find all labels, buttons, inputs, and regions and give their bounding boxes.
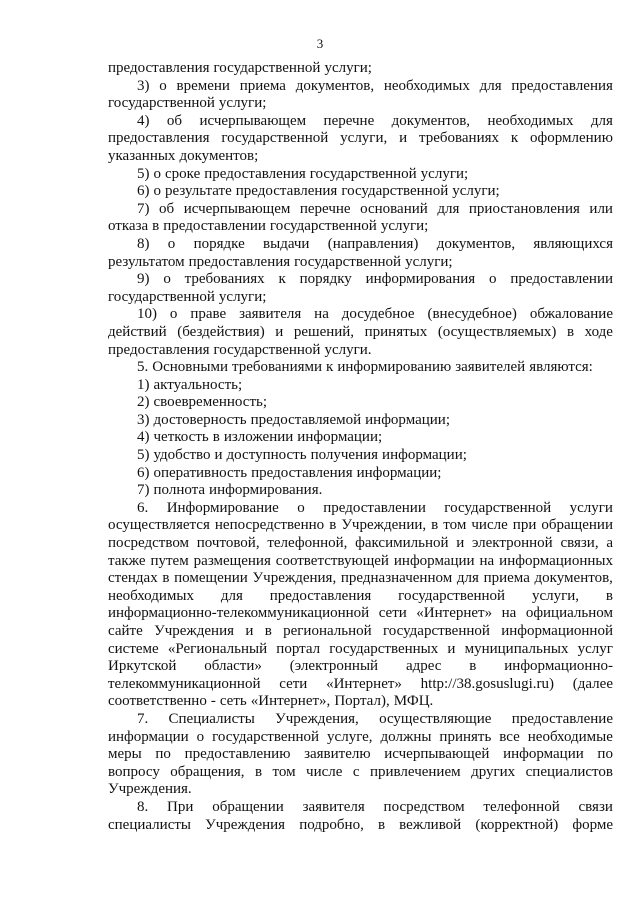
- text-word: исчерпывающем: [199, 112, 307, 129]
- text-line: [108, 482, 613, 500]
- text-word: размещения: [193, 552, 271, 569]
- text-line: [108, 412, 613, 430]
- text-word: и: [399, 130, 408, 147]
- text-word: к: [278, 271, 286, 288]
- text-word: связи: [578, 798, 613, 815]
- text-word: заявителя: [302, 798, 365, 815]
- text-word: предоставлению: [184, 746, 291, 763]
- text-word: приема: [483, 570, 530, 587]
- text-word: необходимых: [383, 77, 470, 94]
- text-word: предоставлении: [510, 271, 613, 288]
- text-word: 5): [137, 447, 150, 464]
- text-word: электронной: [471, 535, 553, 552]
- text-word: Учреждении,: [341, 517, 427, 534]
- text-word: информации;: [365, 411, 450, 428]
- text-word: приостановления: [468, 200, 580, 217]
- text-word: обращении: [541, 517, 613, 534]
- text-word: для: [456, 570, 479, 587]
- text-word: государственной: [341, 183, 449, 200]
- text-line: [108, 658, 613, 676]
- text-word: Портал),: [334, 693, 390, 710]
- text-word: (осуществляемых): [437, 323, 557, 340]
- text-word: к: [326, 359, 334, 376]
- text-word: области»: [204, 658, 262, 675]
- text-word: документов;: [179, 147, 259, 164]
- text-line: [108, 817, 613, 835]
- text-word: в: [254, 763, 263, 780]
- text-word: государственной: [221, 130, 329, 147]
- text-word: непосредственно: [214, 517, 325, 534]
- text-line: [108, 306, 613, 324]
- text-line: [108, 271, 613, 289]
- text-word: порядке: [193, 235, 245, 252]
- text-word: предоставление: [511, 710, 613, 727]
- text-line: [108, 166, 613, 184]
- text-line: [108, 465, 613, 483]
- text-word: услуги,: [340, 130, 388, 147]
- text-word: или: [589, 200, 613, 217]
- text-word: перечне: [323, 112, 375, 129]
- text-word: сайте: [108, 623, 143, 639]
- text-line: [108, 711, 613, 729]
- text-word: государственной: [108, 95, 215, 112]
- text-word: том: [443, 517, 467, 534]
- text-word: телефонной,: [267, 535, 348, 552]
- text-word: государственных: [329, 640, 439, 657]
- text-word: сети: [279, 675, 308, 692]
- text-word: выдачи: [263, 235, 310, 252]
- text-word: «Региональный: [167, 640, 268, 657]
- text-word: Учреждения: [154, 623, 235, 639]
- text-word: государственной: [212, 728, 320, 745]
- text-word: информационной: [501, 623, 613, 639]
- text-word: в: [605, 587, 613, 604]
- text-word: решений,: [293, 323, 355, 340]
- text-word: МФЦ.: [393, 693, 434, 710]
- text-word: государственной: [269, 218, 377, 235]
- text-word: 3): [137, 411, 150, 428]
- text-word: в: [212, 429, 220, 446]
- text-word: указанных: [108, 147, 176, 164]
- text-word: о: [167, 235, 176, 252]
- text-word: достоверность: [153, 411, 247, 428]
- text-word: информирования: [365, 271, 476, 288]
- text-line: [108, 95, 613, 113]
- text-word: по: [155, 746, 171, 763]
- text-word: о: [196, 728, 205, 745]
- text-word: информирования.: [209, 482, 323, 499]
- text-word: 1): [137, 376, 150, 393]
- text-word: в: [567, 323, 575, 340]
- text-line: [108, 324, 613, 342]
- document-body: [108, 60, 613, 834]
- text-word: -: [210, 693, 216, 710]
- text-word: информационно-: [504, 658, 613, 675]
- text-line: [108, 113, 613, 131]
- text-word: к: [510, 130, 519, 147]
- text-word: в: [264, 623, 272, 639]
- text-word: предоставляемой: [250, 411, 362, 428]
- text-word: помещении: [174, 570, 248, 587]
- text-word: услуги;: [452, 183, 500, 200]
- text-word: 6): [137, 464, 150, 481]
- text-word: услуги;: [380, 218, 429, 235]
- text-word: и: [245, 623, 254, 639]
- text-word: по: [597, 746, 613, 763]
- text-word: вежливой: [399, 816, 462, 833]
- text-word: «Интернет»: [416, 605, 493, 622]
- text-word: муниципальных: [464, 640, 569, 657]
- text-word: http://38.gosuslugi.ru): [420, 675, 555, 692]
- text-word: в: [329, 517, 337, 534]
- text-word: для: [479, 77, 502, 94]
- text-word: исчерпывающем: [183, 200, 291, 217]
- text-word: государственной: [213, 341, 321, 358]
- text-word: других: [471, 763, 516, 780]
- text-line: [108, 236, 613, 254]
- text-word: праве: [190, 306, 227, 323]
- text-word: на: [501, 605, 517, 622]
- text-word: 8.: [137, 798, 149, 815]
- text-word: 7): [137, 482, 150, 499]
- text-word: 9): [137, 271, 150, 288]
- text-word: принятых: [364, 323, 428, 340]
- text-word: специалистов: [525, 763, 613, 780]
- text-word: государственной: [383, 623, 490, 639]
- text-word: 4): [137, 429, 150, 446]
- text-word: соответствующей: [275, 552, 389, 569]
- text-line: [108, 535, 613, 553]
- text-word: для: [590, 112, 613, 129]
- text-word: услуги;: [218, 95, 267, 112]
- text-word: должны: [380, 728, 432, 745]
- text-word: а: [606, 535, 613, 552]
- text-word: услуги,: [531, 587, 580, 604]
- text-word: телефонной: [483, 798, 560, 815]
- text-word: числе: [471, 517, 508, 534]
- text-word: результате: [165, 183, 232, 200]
- text-word: посредством: [108, 535, 190, 552]
- text-word: почтовой,: [196, 535, 260, 552]
- text-word: подробно,: [299, 816, 364, 833]
- text-word: предоставления: [251, 464, 353, 481]
- text-word: адрес: [405, 658, 442, 675]
- text-word: обжалование: [529, 306, 613, 323]
- text-word: государственной: [294, 253, 402, 270]
- text-line: [108, 78, 613, 96]
- text-line: [108, 641, 613, 659]
- text-word: (далее: [572, 675, 613, 692]
- text-line: [108, 729, 613, 747]
- text-word: 7): [137, 200, 150, 217]
- text-word: (электронный: [289, 658, 379, 675]
- text-word: государственной: [398, 587, 506, 604]
- text-word: предоставления: [204, 165, 306, 182]
- text-word: обращения,: [170, 763, 245, 780]
- text-line: [108, 781, 613, 799]
- text-word: и: [275, 323, 284, 340]
- text-word: (внесудебное): [427, 306, 517, 323]
- text-word: заявителей: [455, 359, 526, 376]
- text-word: результатом: [108, 253, 185, 270]
- text-word: информации: [108, 728, 189, 745]
- text-word: сроке: [165, 165, 201, 182]
- text-word: в: [469, 658, 477, 675]
- text-word: оформлению: [530, 130, 613, 147]
- text-word: осуществляется: [108, 517, 210, 534]
- text-word: 6): [137, 183, 150, 200]
- text-word: информации;: [382, 447, 467, 464]
- text-word: форме: [572, 816, 613, 833]
- text-word: приема: [239, 77, 286, 94]
- text-word: о: [153, 183, 161, 200]
- text-word: услуги.: [324, 341, 372, 358]
- text-word: информации;: [356, 464, 442, 481]
- text-word: получения: [310, 447, 379, 464]
- text-word: предоставления: [269, 587, 372, 604]
- text-word: (бездействия): [177, 323, 265, 340]
- text-line: [108, 377, 613, 395]
- text-word: 7.: [137, 710, 149, 727]
- text-line: [108, 254, 613, 272]
- text-word: о: [159, 77, 167, 94]
- text-word: о: [153, 165, 161, 182]
- text-line: [108, 429, 613, 447]
- text-word: полнота: [153, 482, 206, 499]
- text-word: официальном: [525, 605, 613, 622]
- text-word: меры: [108, 746, 142, 763]
- text-word: 10): [137, 306, 157, 323]
- text-word: 6.: [137, 499, 149, 516]
- text-word: государственной: [108, 288, 215, 305]
- text-word: услуги;: [324, 60, 372, 76]
- text-line: [108, 394, 613, 412]
- text-word: в: [431, 517, 439, 534]
- text-word: 5): [137, 165, 150, 182]
- text-word: системе: [108, 640, 159, 657]
- text-word: изложении: [223, 429, 294, 446]
- text-word: необходимые: [527, 728, 613, 745]
- text-word: действий: [108, 323, 167, 340]
- text-word: информации: [503, 746, 584, 763]
- text-word: посредством: [383, 798, 465, 815]
- text-word: связи,: [560, 535, 599, 552]
- text-word: предназначенном: [340, 570, 453, 587]
- text-word: сети: [378, 605, 407, 622]
- text-word: при: [512, 517, 537, 534]
- text-word: перечне: [299, 200, 351, 217]
- text-word: обращении: [212, 798, 284, 815]
- text-word: Учреждения.: [108, 781, 192, 798]
- text-word: и: [456, 535, 465, 552]
- text-word: услуг: [577, 640, 613, 657]
- text-line: [108, 218, 613, 236]
- text-word: привлечением: [369, 763, 461, 780]
- text-word: об: [166, 112, 183, 129]
- text-word: отказа: [108, 218, 149, 235]
- text-word: том: [272, 763, 296, 780]
- text-word: документов,: [436, 235, 516, 252]
- text-word: исчерпывающей: [384, 746, 490, 763]
- text-word: о: [169, 306, 178, 323]
- text-word: услуги: [569, 499, 613, 516]
- text-word: о: [297, 499, 305, 516]
- text-word: сеть: [219, 693, 247, 710]
- text-line: [108, 148, 613, 166]
- text-word: государственной: [309, 165, 417, 182]
- text-line: [108, 676, 613, 694]
- text-word: оснований: [360, 200, 428, 217]
- text-word: заявителя: [239, 306, 302, 323]
- text-word: предоставления: [108, 130, 210, 147]
- text-word: являющихся: [533, 235, 613, 252]
- text-line: [108, 570, 613, 588]
- text-word: информации: [393, 552, 475, 569]
- text-word: 8): [137, 235, 150, 252]
- text-word: в: [152, 218, 160, 235]
- text-word: информационно-телекоммуникационной: [108, 605, 370, 622]
- text-word: порядку: [299, 271, 352, 288]
- text-word: удобство: [153, 447, 211, 464]
- text-word: При: [167, 798, 194, 815]
- text-line: [108, 553, 613, 571]
- text-word: досудебное: [341, 306, 415, 323]
- text-line: [108, 447, 613, 465]
- text-word: необходимых: [487, 112, 574, 129]
- text-word: предоставлении: [323, 499, 426, 516]
- text-line: [108, 693, 613, 711]
- text-word: необходимых: [108, 587, 194, 604]
- text-line: [108, 342, 613, 360]
- text-word: осуществляющие: [379, 710, 492, 727]
- text-word: предоставления: [108, 341, 210, 358]
- text-word: 5.: [137, 359, 149, 376]
- text-word: об: [159, 200, 175, 217]
- text-word: требованиями: [231, 359, 323, 376]
- text-word: портал: [276, 640, 321, 657]
- text-word: «Интернет»,: [250, 693, 331, 710]
- text-word: документов,: [295, 77, 375, 94]
- text-word: для: [220, 587, 243, 604]
- text-word: услуге,: [327, 728, 373, 745]
- text-word: требованиях: [418, 130, 500, 147]
- text-line: [108, 289, 613, 307]
- text-word: телекоммуникационной: [108, 675, 261, 692]
- text-word: с: [352, 763, 360, 780]
- text-word: все: [499, 728, 520, 745]
- text-word: документов,: [391, 112, 471, 129]
- text-word: Учреждения: [205, 816, 286, 833]
- text-word: стендах: [108, 570, 158, 587]
- text-word: Учреждения,: [252, 570, 337, 587]
- text-word: предоставления: [511, 77, 613, 94]
- text-word: Учреждения,: [275, 710, 359, 727]
- text-word: и: [447, 640, 456, 657]
- text-word: предоставлении: [163, 218, 266, 235]
- text-word: предоставления: [188, 253, 291, 270]
- text-word: четкость: [153, 429, 209, 446]
- text-word: о: [163, 271, 171, 288]
- text-word: требованиях: [184, 271, 265, 288]
- text-word: числе: [306, 763, 343, 780]
- text-word: на: [314, 306, 329, 323]
- text-line: [108, 359, 613, 377]
- text-line: [108, 588, 613, 606]
- text-word: предоставления: [108, 60, 210, 76]
- text-word: оперативность: [153, 464, 248, 481]
- text-word: специалисты: [108, 816, 191, 833]
- text-line: [108, 605, 613, 623]
- text-line: [108, 201, 613, 219]
- text-word: региональной: [283, 623, 372, 639]
- text-word: информационных: [499, 552, 613, 569]
- text-word: услуги;: [405, 253, 453, 270]
- text-word: предоставления: [235, 183, 338, 200]
- text-word: «Интернет»: [326, 675, 402, 692]
- text-word: заявителю: [304, 746, 371, 763]
- text-word: в: [162, 570, 170, 587]
- text-word: Специалисты: [168, 710, 255, 727]
- text-word: о: [489, 271, 497, 288]
- text-word: информированию: [337, 359, 452, 376]
- text-word: (корректной): [475, 816, 559, 833]
- text-word: 2): [137, 394, 150, 411]
- text-line: [108, 60, 613, 78]
- text-word: также: [108, 552, 146, 569]
- text-word: актуальность;: [153, 376, 243, 393]
- text-line: [108, 130, 613, 148]
- text-word: государственной: [444, 499, 552, 516]
- text-line: [108, 500, 613, 518]
- text-word: информации;: [297, 429, 383, 446]
- text-line: [108, 517, 613, 535]
- text-word: для: [437, 200, 460, 217]
- text-line: [108, 623, 613, 641]
- text-word: государственной: [213, 60, 321, 76]
- text-word: Иркутской: [108, 658, 177, 675]
- text-word: на: [479, 552, 495, 569]
- text-word: в: [377, 816, 386, 833]
- text-line: [108, 799, 613, 817]
- text-word: ходе: [584, 323, 613, 340]
- text-word: Основными: [152, 359, 228, 376]
- text-line: [108, 764, 613, 782]
- text-line: [108, 183, 613, 201]
- text-word: 4): [137, 112, 150, 129]
- text-word: соответственно: [108, 693, 207, 710]
- text-word: своевременность;: [153, 394, 268, 411]
- page-number: 3: [316, 36, 324, 51]
- text-word: услуги;: [420, 165, 469, 182]
- text-word: Информирование: [166, 499, 279, 516]
- text-word: 3): [137, 77, 150, 94]
- text-word: (направления): [327, 235, 419, 252]
- text-word: являются:: [529, 359, 593, 376]
- text-word: факсимильной: [355, 535, 449, 552]
- text-word: принять: [439, 728, 492, 745]
- text-word: времени: [176, 77, 230, 94]
- text-word: вопросу: [108, 763, 160, 780]
- text-word: путем: [150, 552, 189, 569]
- text-word: доступность: [226, 447, 307, 464]
- text-word: услуги;: [218, 288, 267, 305]
- text-line: [108, 746, 613, 764]
- text-word: и: [214, 447, 223, 464]
- text-word: документов,: [534, 570, 613, 587]
